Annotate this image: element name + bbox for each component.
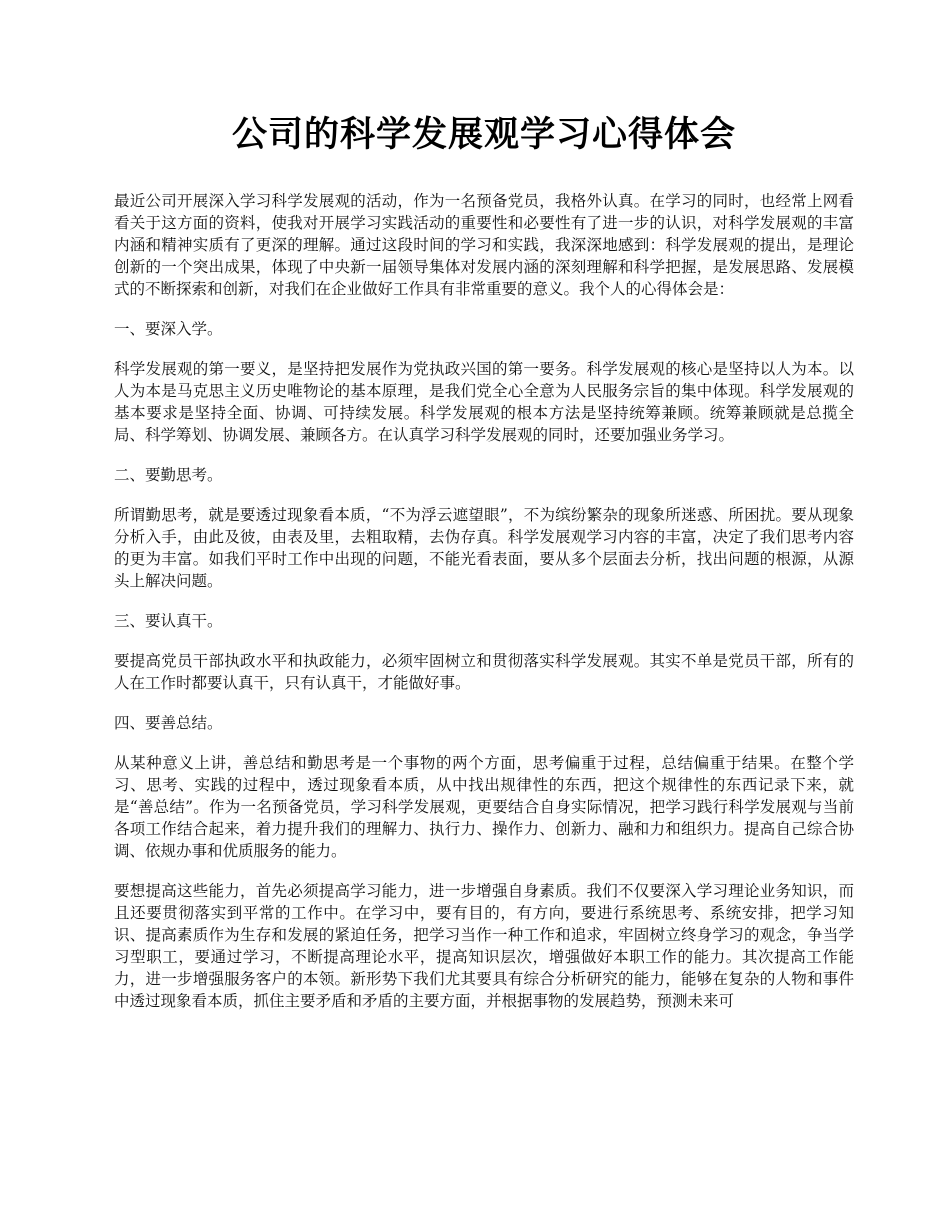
section-heading-4: 四、要善总结。 — [114, 714, 223, 732]
section-heading-1: 一、要深入学。 — [114, 320, 223, 338]
document-page — [114, 112, 854, 1030]
section-paragraph-4: 从某种意义上讲，善总结和勤思考是一个事物的两个方面，思考偏重于过程，总结偏重于结果。在整个学习、思考、实践的过程中，透过现象看本质，从中找出规律性的东西，把这个规律性的东西记录下来，就是“善总结”。作为一名预备党员，学习科学发展观，更要结合自身实际情况，把学习践行科学发展观与当前各项工作结合起来，着力提升我们的理解力、执行力、操作力、创新力、融和力和组织力。提高自己综合协调、依规办事和优质服务的能力。 — [114, 754, 854, 860]
document-title: 公司的科学发展观学习心得体会 — [231, 114, 736, 155]
section-heading-3: 三、要认真干。 — [114, 612, 223, 630]
section-paragraph-3: 要提高党员干部执政水平和执政能力，必须牢固树立和贯彻落实科学发展观。其实不单是党员干部，所有的人在工作时都要认真干，只有认真干，才能做好事。 — [114, 652, 854, 692]
section-paragraph-5: 要想提高这些能力，首先必须提高学习能力，进一步增强自身素质。我们不仅要深入学习理论业务知识，而且还要贯彻落实到平常的工作中。在学习中，要有目的，有方向，要进行系统思考、系统安排，把学习知识、提高素质作为生存和发展的紧迫任务，把学习当作一种工作和追求，牢固树立终身学习的观念，争当学习型职工，要通过学习，不断提高理论水平，提高知识层次，增强做好本职工作的能力。其次提高工作能力，进一步增强服务客户的本领。新形势下我们尤其要具有综合分析研究的能力，能够在复杂的人物和事件中透过现象看本质，抓住主要矛盾和矛盾的主要方面，并根据事物的发展趋势，预测未来可 — [114, 882, 854, 1010]
intro-paragraph: 最近公司开展深入学习科学发展观的活动，作为一名预备党员，我格外认真。在学习的同时，也经常上网看看关于这方面的资料，使我对开展学习实践活动的重要性和必要性有了进一步的认识，对科学发展观的丰富内涵和精神实质有了更深的理解。通过这段时间的学习和实践，我深深地感到：科学发展观的提出，是理论创新的一个突出成果，体现了中央新一届领导集体对发展内涵的深刻理解和科学把握，是发展思路、发展模式的不断探索和创新，对我们在企业做好工作具有非常重要的意义。我个人的心得体会是： — [114, 192, 854, 298]
section-heading-2: 二、要勤思考。 — [114, 466, 223, 484]
section-paragraph-2: 所谓勤思考，就是要透过现象看本质，“不为浮云遮望眼”，不为缤纷繁杂的现象所迷惑、所困扰。要从现象分析入手，由此及彼，由表及里，去粗取精，去伪存真。科学发展观学习内容的丰富，决定了我们思考内容的更为丰富。如我们平时工作中出现的问题，不能光看表面，要从多个层面去分析，找出问题的根源，从源头上解决问题。 — [114, 506, 854, 590]
section-paragraph-1: 科学发展观的第一要义，是坚持把发展作为党执政兴国的第一要务。科学发展观的核心是坚持以人为本。以人为本是马克思主义历史唯物论的基本原理，是我们党全心全意为人民服务宗旨的集中体现。科学发展观的基本要求是坚持全面、协调、可持续发展。科学发展观的根本方法是坚持统筹兼顾。统筹兼顾就是总揽全局、科学筹划、协调发展、兼顾各方。在认真学习科学发展观的同时，还要加强业务学习。 — [114, 360, 854, 444]
